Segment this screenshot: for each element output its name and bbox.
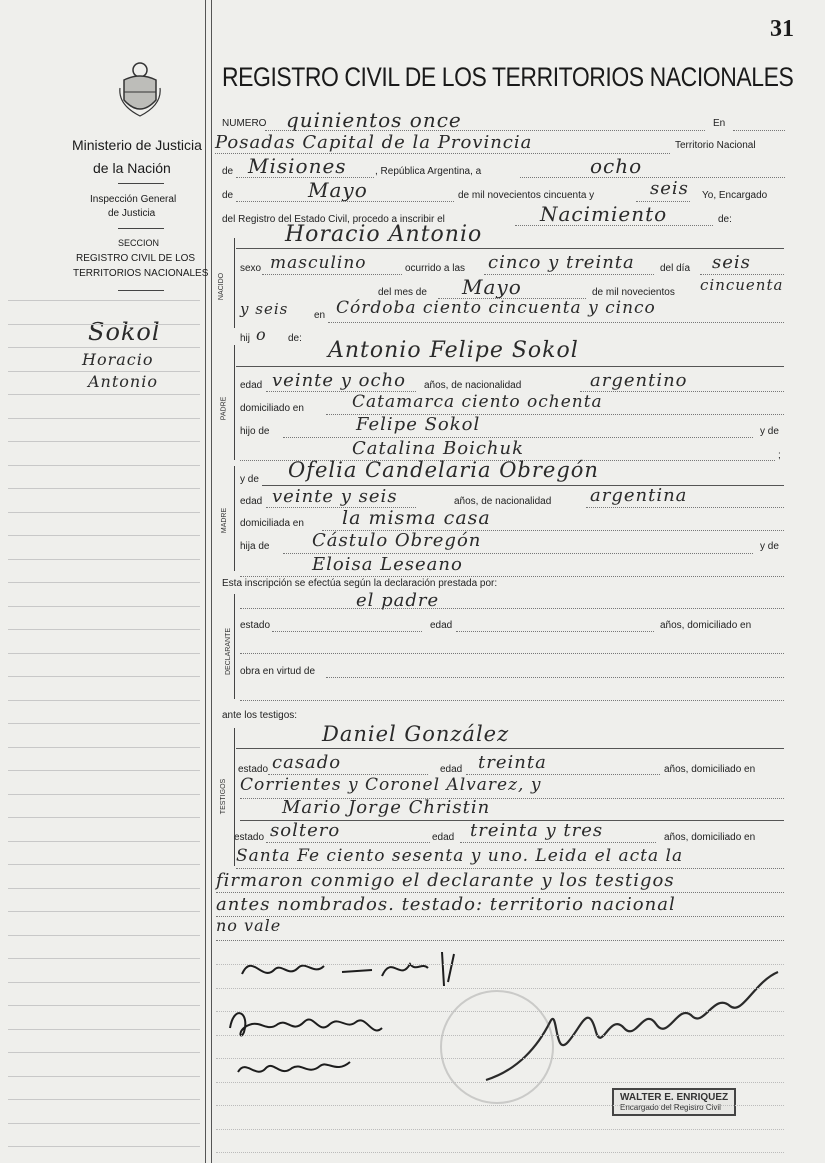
year-value: seis: [650, 178, 689, 199]
witness2-age: treinta y tres: [470, 820, 604, 841]
year-label: de mil novecientos cincuenta y: [458, 190, 595, 201]
witness2-estado: soltero: [270, 820, 341, 841]
side-label-testigos: TESTIGOS: [220, 778, 228, 815]
inspection-line-1: Inspección General: [90, 194, 177, 205]
margin-ruled-line: [8, 465, 200, 466]
line: [236, 201, 454, 202]
sexo-value: masculino: [270, 253, 367, 273]
stamp-line-2: Encargado del Registro Civil: [620, 1103, 721, 1112]
block-rule-madre: [234, 466, 235, 571]
margin-ruled-line: [8, 911, 200, 912]
father-address: Catamarca ciento ochenta: [352, 392, 603, 412]
margin-ruled-line: [8, 582, 200, 583]
hij-label: hij: [240, 333, 251, 344]
ministry-line-2: de la Nación: [93, 160, 171, 176]
margin-ruled-line: [8, 700, 200, 701]
line: [328, 322, 784, 323]
margin-ruled-line: [8, 606, 200, 607]
testigos-label: ante los testigos:: [222, 710, 298, 721]
line: [240, 653, 784, 654]
line: [262, 274, 402, 275]
father-age: veinte y ocho: [272, 370, 407, 391]
witness1-age: treinta: [478, 752, 547, 773]
ruled-line: [216, 1152, 784, 1153]
left-margin-rule-2: [211, 0, 212, 1163]
mother-nationality: argentina: [590, 485, 688, 506]
margin-ruled-line: [8, 888, 200, 889]
encargado-label: Yo, Encargado: [702, 190, 768, 201]
signature-witness1: [222, 998, 402, 1048]
domiciliado-label: domiciliado en: [240, 403, 304, 414]
line: [236, 748, 784, 749]
margin-ruled-line: [8, 441, 200, 442]
margin-ruled-line: [8, 371, 200, 372]
line: [216, 940, 784, 941]
edad-label-d: edad: [430, 620, 453, 631]
y-de-label-m: y de: [760, 541, 779, 552]
margin-ruled-line: [8, 300, 200, 301]
estado-label-w2: estado: [234, 832, 265, 843]
father-name: Antonio Felipe Sokol: [328, 338, 579, 363]
line: [240, 700, 784, 701]
nacionalidad-label-m: años, de nacionalidad: [454, 496, 552, 507]
semicolon: ;: [778, 450, 781, 461]
father-father: Felipe Sokol: [356, 414, 481, 435]
margin-ruled-line: [8, 324, 200, 325]
en-label-2: en: [314, 310, 326, 321]
divider: [118, 290, 164, 291]
side-label-declarante: DECLARANTE: [225, 627, 233, 676]
block-rule-testigos: [234, 728, 235, 866]
side-label-padre: PADRE: [220, 396, 228, 421]
margin-ruled-line: [8, 1029, 200, 1030]
place-value: Posadas Capital de la Provincia: [215, 132, 533, 153]
ruled-line: [216, 1011, 784, 1012]
block-rule-nacido: [234, 238, 235, 328]
ruled-line: [216, 1035, 784, 1036]
month-value: Mayo: [308, 178, 368, 202]
line: [236, 366, 784, 367]
line: [580, 391, 784, 392]
ruled-line: [216, 1082, 784, 1083]
officer-stamp: [612, 1088, 736, 1116]
margin-ruled-line: [8, 394, 200, 395]
line: [216, 892, 784, 893]
registro-label: del Registro del Estado Civil, procedo a inscribir el: [222, 214, 445, 225]
numero-label: NUMERO: [222, 118, 267, 129]
declarant-value: el padre: [356, 590, 440, 611]
line: [272, 631, 422, 632]
margin-ruled-line: [8, 1076, 200, 1077]
ruled-line: [216, 1105, 784, 1106]
estado-label-d: estado: [240, 620, 271, 631]
province-value: Misiones: [248, 154, 347, 178]
hijo-de-label: hijo de: [240, 426, 270, 437]
page-title: REGISTRO CIVIL DE LOS TERRITORIOS NACIONALES: [222, 62, 794, 92]
witness2-address: Santa Fe ciento sesenta y uno. Leida el acta la: [236, 846, 684, 866]
margin-ruled-line: [8, 535, 200, 536]
closing-line-2: antes nombrados. testado: territorio nacional: [216, 894, 676, 915]
witness1-name: Daniel González: [322, 722, 510, 746]
father-nationality: argentino: [590, 370, 688, 391]
inspection-line-2: de Justicia: [108, 208, 156, 219]
mother-father: Cástulo Obregón: [312, 530, 482, 551]
hour-value: cinco y treinta: [488, 252, 635, 273]
line: [236, 248, 784, 249]
line: [240, 576, 784, 577]
en-label: En: [713, 118, 726, 129]
territorio-label: Territorio Nacional: [675, 140, 756, 151]
line: [586, 507, 784, 508]
margin-ruled-line: [8, 794, 200, 795]
edad-label-w1: edad: [440, 764, 463, 775]
closing-line-3: no vale: [216, 916, 282, 935]
line: [700, 274, 784, 275]
margin-ruled-line: [8, 770, 200, 771]
margin-ruled-line: [8, 864, 200, 865]
line: [733, 130, 785, 131]
line: [515, 225, 713, 226]
side-label-nacido: NACIDO: [218, 272, 226, 301]
line: [240, 608, 784, 609]
ruled-line: [216, 964, 784, 965]
margin-ruled-line: [8, 559, 200, 560]
divider: [118, 183, 164, 184]
ruled-line: [216, 1058, 784, 1059]
anos-dom-label-w1: años, domiciliado en: [664, 764, 756, 775]
margin-given-1: Horacio: [82, 350, 154, 369]
ruled-line: [216, 1129, 784, 1130]
margin-ruled-line: [8, 1123, 200, 1124]
day-value: ocho: [590, 154, 643, 178]
de2-label: de: [222, 190, 234, 201]
ocurrido-label: ocurrido a las: [405, 263, 466, 274]
margin-ruled-line: [8, 935, 200, 936]
birth-place-value: Córdoba ciento cincuenta y cinco: [336, 298, 656, 318]
y-de-label: y de: [760, 426, 779, 437]
edad-label: edad: [240, 380, 263, 391]
official-seal: [440, 990, 554, 1104]
edad-label-m: edad: [240, 496, 263, 507]
margin-ruled-line: [8, 488, 200, 489]
numero-value: quinientos once: [286, 108, 462, 132]
birth-day-value: seis: [712, 252, 751, 273]
ruled-line: [216, 988, 784, 989]
anos-dom-label-d: años, domiciliado en: [660, 620, 752, 631]
margin-ruled-line: [8, 1005, 200, 1006]
nacionalidad-label: años, de nacionalidad: [424, 380, 522, 391]
birth-month-value: Mayo: [462, 275, 522, 299]
de3-label: de:: [718, 214, 732, 225]
stamp-line-1: WALTER E. ENRIQUEZ: [620, 1092, 729, 1103]
section-line-3: TERRITORIOS NACIONALES: [73, 268, 209, 279]
witness1-estado: casado: [272, 752, 342, 773]
witness1-address: Corrientes y Coronel Alvarez, y: [240, 775, 542, 795]
del-dia-label: del día: [660, 263, 691, 274]
line: [460, 842, 656, 843]
ministry-line-1: Ministerio de Justicia: [72, 137, 202, 153]
block-rule-declarante: [234, 594, 235, 699]
de-label: de: [222, 166, 234, 177]
domiciliada-label: domiciliada en: [240, 518, 304, 529]
mother-mother: Eloisa Leseano: [312, 554, 463, 575]
margin-surname: Sokol: [88, 318, 161, 346]
line: [456, 631, 654, 632]
margin-ruled-line: [8, 629, 200, 630]
estado-label-w1: estado: [238, 764, 269, 775]
margin-ruled-line: [8, 512, 200, 513]
edad-label-w2: edad: [432, 832, 455, 843]
margin-ruled-line: [8, 841, 200, 842]
margin-ruled-line: [8, 1099, 200, 1100]
hij-suffix: o: [256, 325, 267, 344]
signature-father: [232, 942, 472, 992]
line: [326, 677, 784, 678]
section-line-2: REGISTRO CIVIL DE LOS: [76, 253, 196, 264]
margin-ruled-line: [8, 347, 200, 348]
margin-ruled-line: [8, 958, 200, 959]
block-rule-padre: [234, 345, 235, 460]
obra-label: obra en virtud de: [240, 666, 316, 677]
birth-year-value-1: cincuenta: [700, 276, 784, 294]
margin-ruled-line: [8, 747, 200, 748]
margin-ruled-line: [8, 817, 200, 818]
mother-address: la misma casa: [342, 507, 491, 529]
margin-ruled-line: [8, 1146, 200, 1147]
side-label-madre: MADRE: [221, 507, 229, 534]
de-colon: de:: [288, 333, 302, 344]
margin-ruled-line: [8, 418, 200, 419]
line: [265, 130, 705, 131]
section-line-1: SECCION: [118, 238, 160, 248]
page-number: 31: [770, 16, 794, 42]
divider: [118, 228, 164, 229]
sexo-label: sexo: [240, 263, 262, 274]
margin-ruled-line: [8, 1052, 200, 1053]
anos-dom-label-w2: años, domiciliado en: [664, 832, 756, 843]
republica-label: , República Argentina, a: [375, 166, 482, 177]
coat-of-arms-icon: [118, 60, 162, 120]
margin-ruled-line: [8, 982, 200, 983]
father-mother: Catalina Boichuk: [352, 438, 525, 459]
inscripcion-label: Esta inscripción se efectúa según la declaración prestada por:: [222, 578, 498, 589]
act-value: Nacimiento: [540, 202, 668, 226]
line: [266, 842, 430, 843]
left-margin-rule: [205, 0, 206, 1163]
mother-y-de-label: y de: [240, 474, 259, 485]
closing-line-1: firmaron conmigo el declarante y los testigos: [216, 870, 675, 891]
margin-ruled-line: [8, 653, 200, 654]
birth-year-value-2: y seis: [240, 300, 289, 318]
line: [216, 916, 784, 917]
line: [236, 868, 784, 869]
margin-ruled-line: [8, 723, 200, 724]
witness2-name: Mario Jorge Christin: [282, 797, 491, 818]
margin-ruled-line: [8, 676, 200, 677]
mil-label: de mil novecientos: [592, 287, 675, 298]
margin-given-2: Antonio: [88, 372, 158, 391]
child-name: Horacio Antonio: [285, 222, 483, 247]
mother-name: Ofelia Candelaria Obregón: [288, 458, 599, 482]
hija-de-label: hija de: [240, 541, 270, 552]
mother-age: veinte y seis: [272, 486, 398, 507]
del-mes-label: del mes de: [378, 287, 427, 298]
